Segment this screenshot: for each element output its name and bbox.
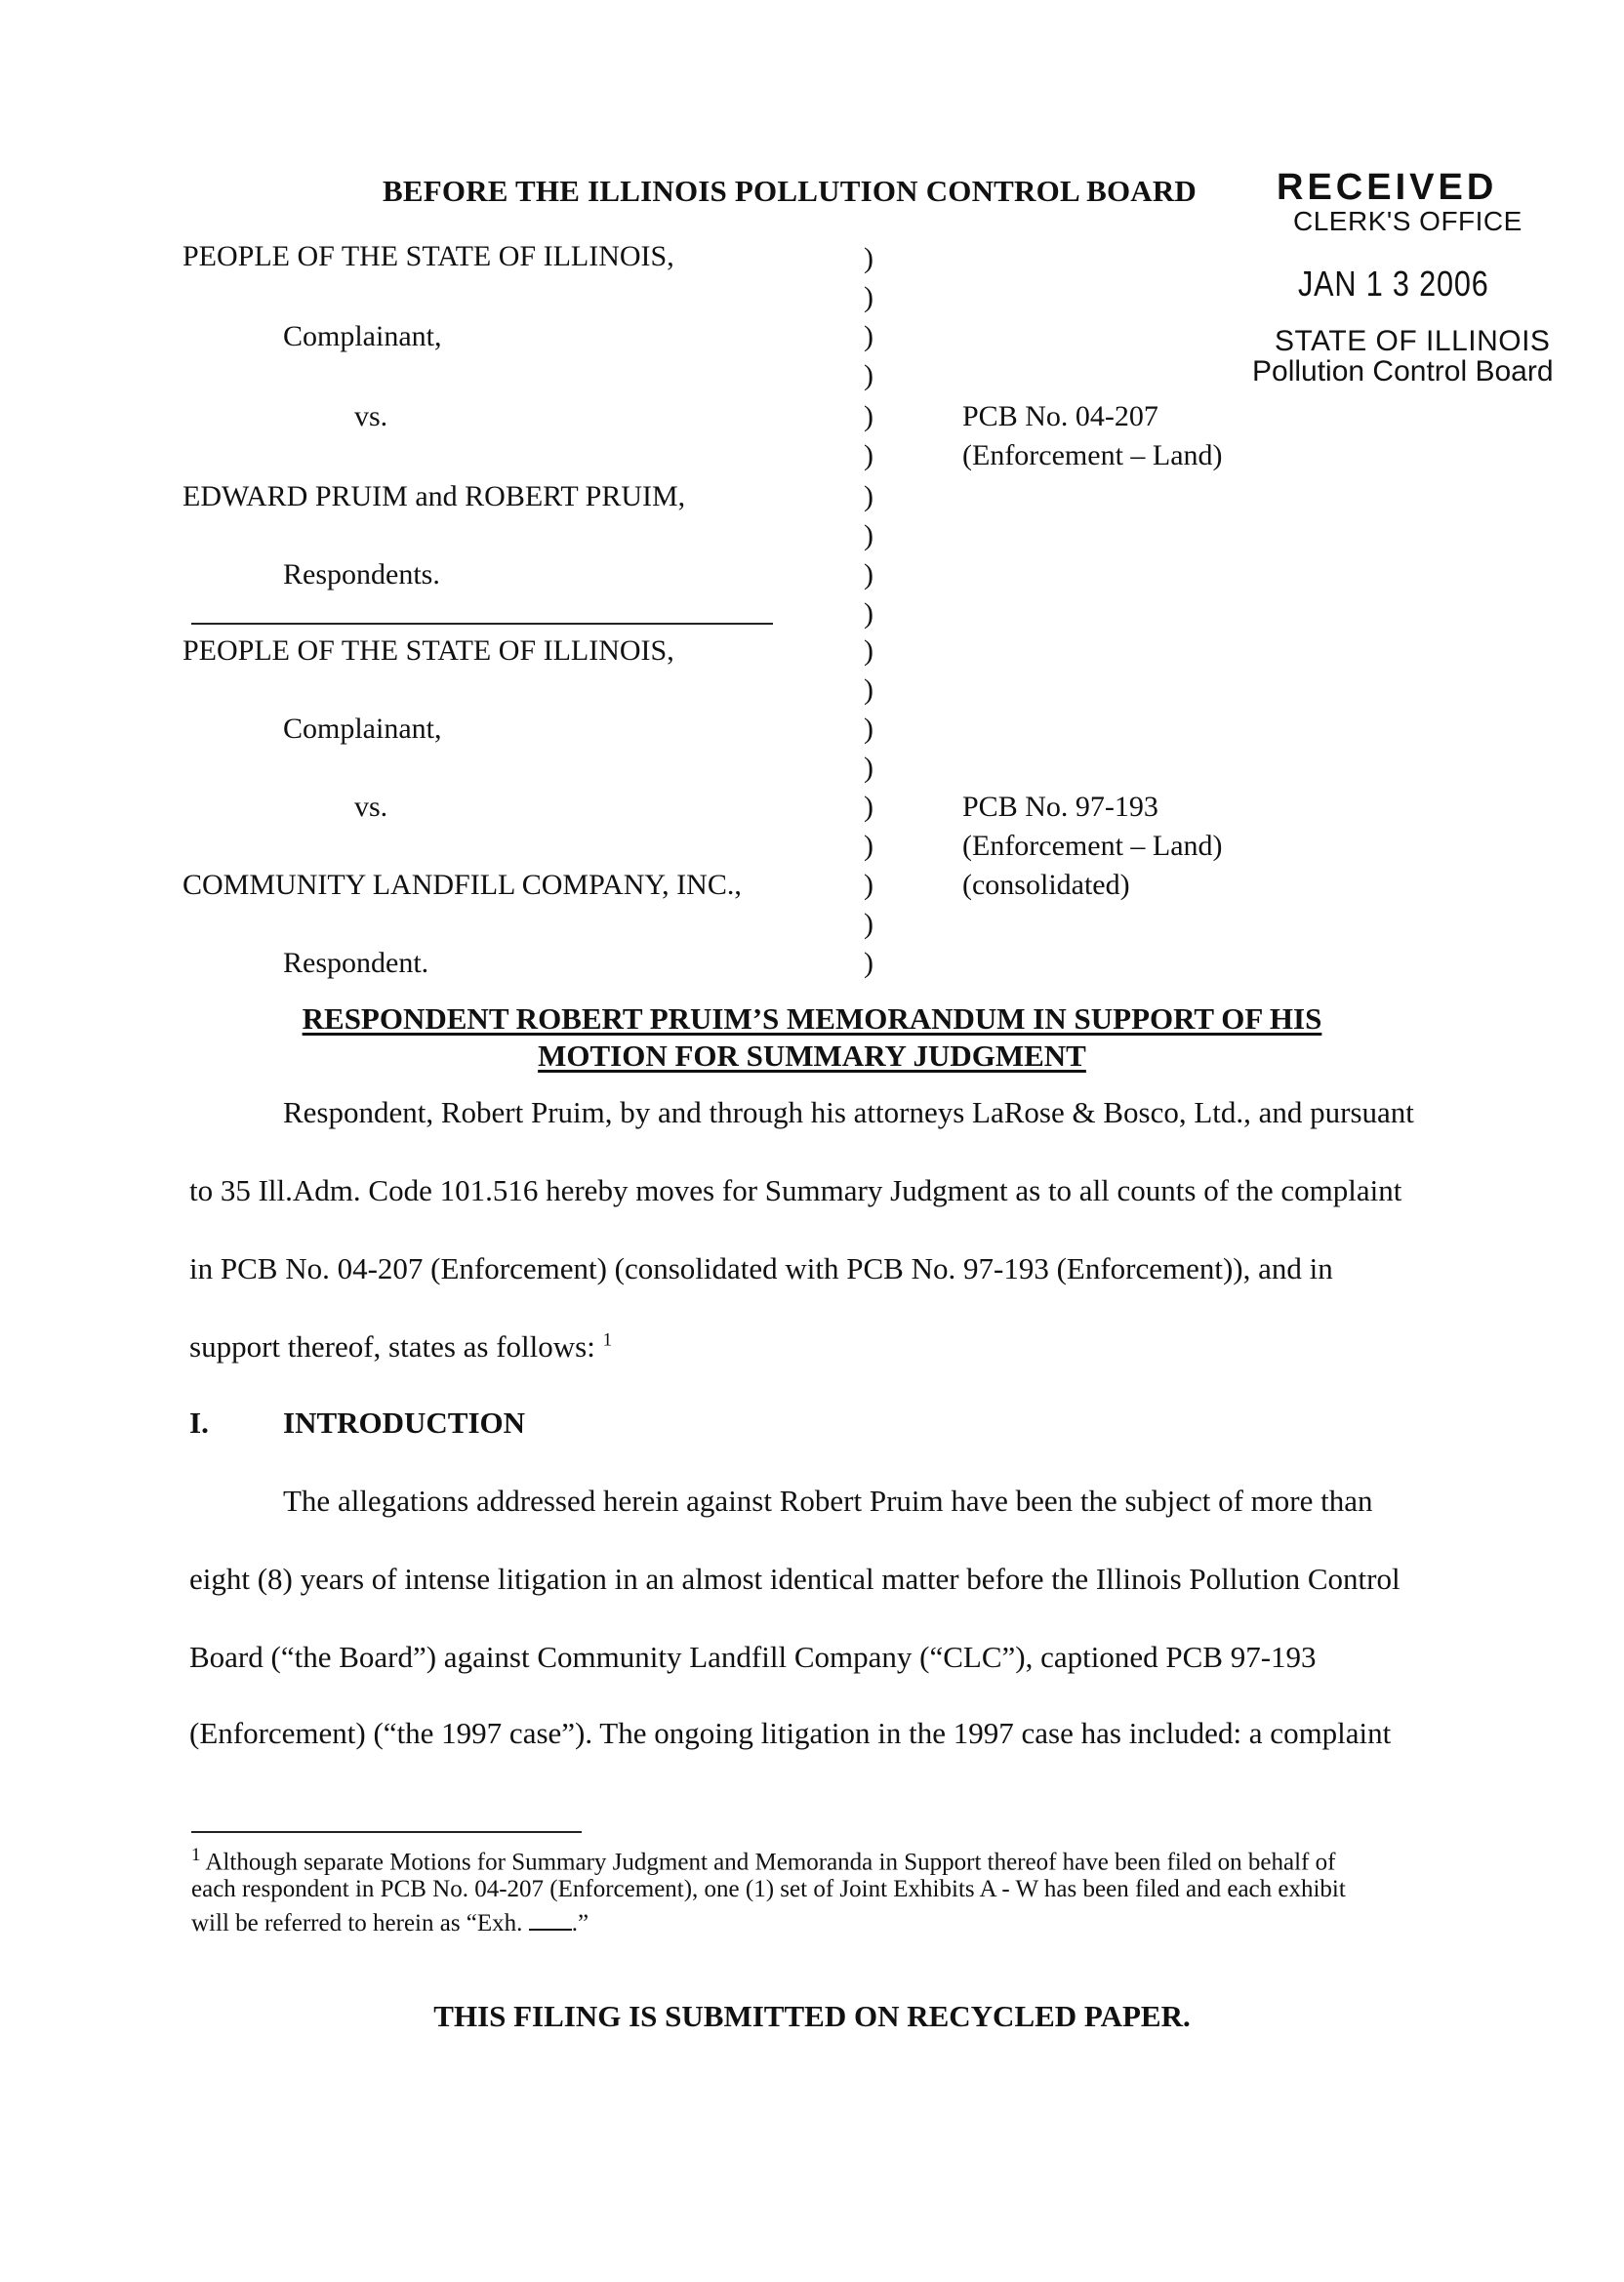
body-line: The allegations addressed herein against Robert Pruim have been the subject of more than: [283, 1484, 1373, 1518]
stamp-board: Pollution Control Board: [1252, 355, 1554, 387]
body-line: [189, 1329, 612, 1365]
footnote-text: .”: [571, 1910, 589, 1936]
body-line: Respondent, Robert Pruim, by and through his attorneys LaRose & Bosco, Ltd., and pursuant: [283, 1095, 1414, 1129]
received-stamp: RECEIVED: [1277, 167, 1498, 208]
section-heading: INTRODUCTION: [283, 1406, 526, 1440]
stamp-state: STATE OF ILLINOIS: [1275, 325, 1551, 357]
caption-paren: ): [864, 439, 873, 471]
recycled-paper-notice: THIS FILING IS SUBMITTED ON RECYCLED PAPER.: [433, 1999, 1191, 2033]
clerks-office-stamp: CLERK'S OFFICE: [1293, 206, 1522, 236]
document-title-line2: MOTION FOR SUMMARY JUDGMENT: [538, 1039, 1086, 1073]
case1-complainant: PEOPLE OF THE STATE OF ILLINOIS,: [183, 240, 674, 272]
footnote-text: will be referred to herein as “Exh.: [191, 1910, 523, 1936]
section-number: I.: [189, 1406, 209, 1440]
footnote-mark: 1: [191, 1845, 201, 1865]
footnote-text: Although separate Motions for Summary Judgment and Memoranda in Support thereof have been filed on behalf of: [205, 1849, 1336, 1876]
caption-paren: ): [864, 869, 873, 901]
case1-complainant-role: Complainant,: [283, 320, 442, 352]
caption-paren: ): [864, 791, 873, 823]
footnote-divider: [191, 1831, 582, 1833]
document-title: [0, 1000, 1624, 1075]
case2-pcb-type: (Enforcement – Land): [962, 830, 1223, 862]
footnote-reference[interactable]: 1: [602, 1329, 613, 1351]
case1-respondent-role: Respondents.: [283, 558, 440, 591]
caption-paren: ): [864, 634, 873, 667]
footnote-line: each respondent in PCB No. 04-207 (Enforcement), one (1) set of Joint Exhibits A - W has been filed and each exhibit: [191, 1876, 1346, 1902]
caption-paren: ): [864, 713, 873, 745]
caption-paren: ): [864, 752, 873, 784]
case2-complainant: PEOPLE OF THE STATE OF ILLINOIS,: [183, 634, 674, 667]
caption-paren: ): [864, 673, 873, 706]
case1-pcb-type: (Enforcement – Land): [962, 439, 1223, 471]
body-line: to 35 Ill.Adm. Code 101.516 hereby moves for Summary Judgment as to all counts of the complaint: [189, 1173, 1402, 1207]
caption-paren: ): [864, 908, 873, 940]
body-line-text: support thereof, states as follows:: [189, 1329, 595, 1364]
body-line: (Enforcement) (“the 1997 case”). The ongoing litigation in the 1997 case has included: a complaint: [189, 1716, 1392, 1750]
case1-pcb-number: PCB No. 04-207: [962, 400, 1158, 432]
case2-consolidated: (consolidated): [962, 869, 1130, 901]
case2-complainant-role: Complainant,: [283, 713, 442, 745]
footnote-line: [191, 1845, 1335, 1876]
received-date-stamp: JAN 1 3 2006: [1298, 264, 1489, 304]
caption-paren: ): [864, 480, 873, 512]
case2-respondent-role: Respondent.: [283, 947, 429, 979]
body-line: eight (8) years of intense litigation in an almost identical matter before the Illinois Pollution Control: [189, 1562, 1401, 1596]
body-line: in PCB No. 04-207 (Enforcement) (consolidated with PCB No. 97-193 (Enforcement)), and in: [189, 1251, 1333, 1285]
case2-vs: vs.: [354, 791, 388, 823]
caption-paren: ): [864, 947, 873, 979]
caption-paren: ): [864, 281, 873, 313]
caption-paren: ): [864, 320, 873, 352]
exhibit-blank: [529, 1907, 572, 1931]
caption-paren: ): [864, 359, 873, 391]
case1-vs: vs.: [354, 400, 388, 432]
caption-paren: ): [864, 597, 873, 630]
caption-paren: ): [864, 558, 873, 591]
footnote-line: [191, 1907, 589, 1937]
caption-paren: ): [864, 830, 873, 862]
caption-paren: ): [864, 400, 873, 432]
board-title: BEFORE THE ILLINOIS POLLUTION CONTROL BOARD: [383, 174, 1198, 208]
caption-paren: ): [864, 242, 873, 274]
case2-pcb-number: PCB No. 97-193: [962, 791, 1158, 823]
case2-respondent: COMMUNITY LANDFILL COMPANY, INC.,: [183, 869, 742, 901]
caption-paren: ): [864, 519, 873, 551]
caption-divider: [191, 623, 773, 625]
document-title-line1: RESPONDENT ROBERT PRUIM’S MEMORANDUM IN SUPPORT OF HIS: [302, 1001, 1322, 1036]
case1-respondents: EDWARD PRUIM and ROBERT PRUIM,: [183, 480, 686, 512]
body-line: Board (“the Board”) against Community Landfill Company (“CLC”), captioned PCB 97-193: [189, 1640, 1317, 1674]
